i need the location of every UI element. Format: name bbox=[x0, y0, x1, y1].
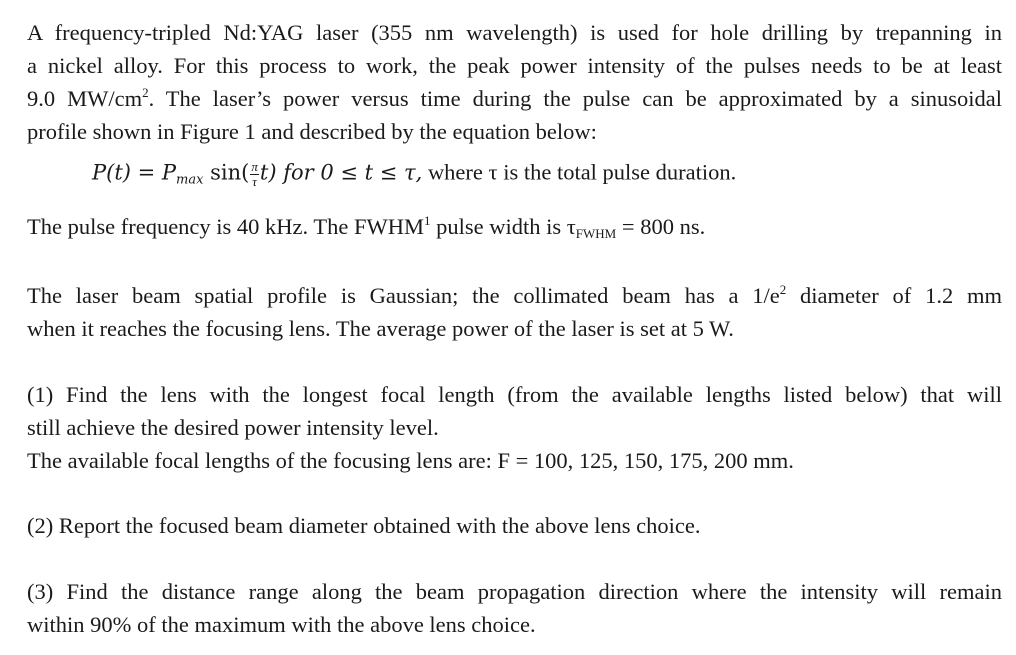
equation-condition: for 0 ≤ t ≤ τ, bbox=[283, 160, 423, 185]
question-3-line-2: within 90% of the maximum with the above lens choice. bbox=[27, 612, 536, 637]
intro-line-4: profile shown in Figure 1 and described by the equation below: bbox=[27, 119, 597, 144]
equation-fraction bbox=[250, 160, 259, 188]
beam-diameter-text: diameter of 1.2 mm bbox=[786, 283, 1003, 308]
power-equation bbox=[92, 160, 736, 188]
intensity-unit-exponent: 2 bbox=[142, 85, 149, 100]
question-1-line-2: still achieve the desired power intensity level. bbox=[27, 415, 439, 440]
equation-sin: sin( bbox=[203, 160, 250, 185]
intro-line-2: a nickel alloy. For this process to work, the peak power intensity of the pulses needs to be at least bbox=[27, 53, 1002, 78]
pulse-line bbox=[27, 213, 706, 241]
equation-description: where τ is the total pulse duration. bbox=[422, 159, 737, 185]
equation-pmax: P bbox=[161, 160, 177, 185]
pulse-frequency-text: The pulse frequency is 40 kHz. The FWHM bbox=[27, 214, 424, 239]
focal-lengths-line: The available focal lengths of the focusing lens are: F = 100, 125, 150, 175, 200 mm. bbox=[27, 448, 794, 473]
equation-pmax-subscript: max bbox=[176, 172, 204, 188]
question-3-line-1: (3) Find the distance range along the beam propagation direction where the intensity will remain bbox=[27, 579, 1002, 604]
pulse-width-value: = 800 ns. bbox=[616, 214, 706, 239]
tau-subscript: FWHM bbox=[575, 226, 617, 241]
intro-line-3-rest: . The laser’s power versus time during the pulse can be approximated by a sinusoidal bbox=[148, 86, 1002, 111]
question-1-line-1: (1) Find the lens with the longest focal length (from the available lengths listed below) that will bbox=[27, 382, 1002, 407]
intensity-value: 9.0 MW/cm bbox=[27, 86, 143, 111]
beam-line-2: when it reaches the focusing lens. The average power of the laser is set at 5 W. bbox=[27, 316, 734, 341]
question-2: (2) Report the focused beam diameter obtained with the above lens choice. bbox=[27, 513, 701, 538]
intro-line-3 bbox=[27, 85, 1002, 111]
footnote-marker: 1 bbox=[424, 213, 431, 228]
beam-profile-text: The laser beam spatial profile is Gaussian; the collimated beam has a 1/e bbox=[27, 283, 780, 308]
pulse-width-text: pulse width is τ bbox=[430, 214, 576, 239]
beam-line-1 bbox=[27, 282, 1003, 308]
beam-exponent: 2 bbox=[779, 282, 787, 297]
intro-line-1: A frequency-tripled Nd:YAG laser (355 nm wavelength) is used for hole drilling by trepanning in bbox=[27, 20, 1002, 45]
equation-lhs: P(t) = bbox=[92, 160, 162, 185]
equation-after-fraction: t) bbox=[259, 160, 284, 185]
equation-fraction-numerator: π bbox=[251, 159, 258, 174]
equation-fraction-denominator: τ bbox=[252, 173, 257, 189]
